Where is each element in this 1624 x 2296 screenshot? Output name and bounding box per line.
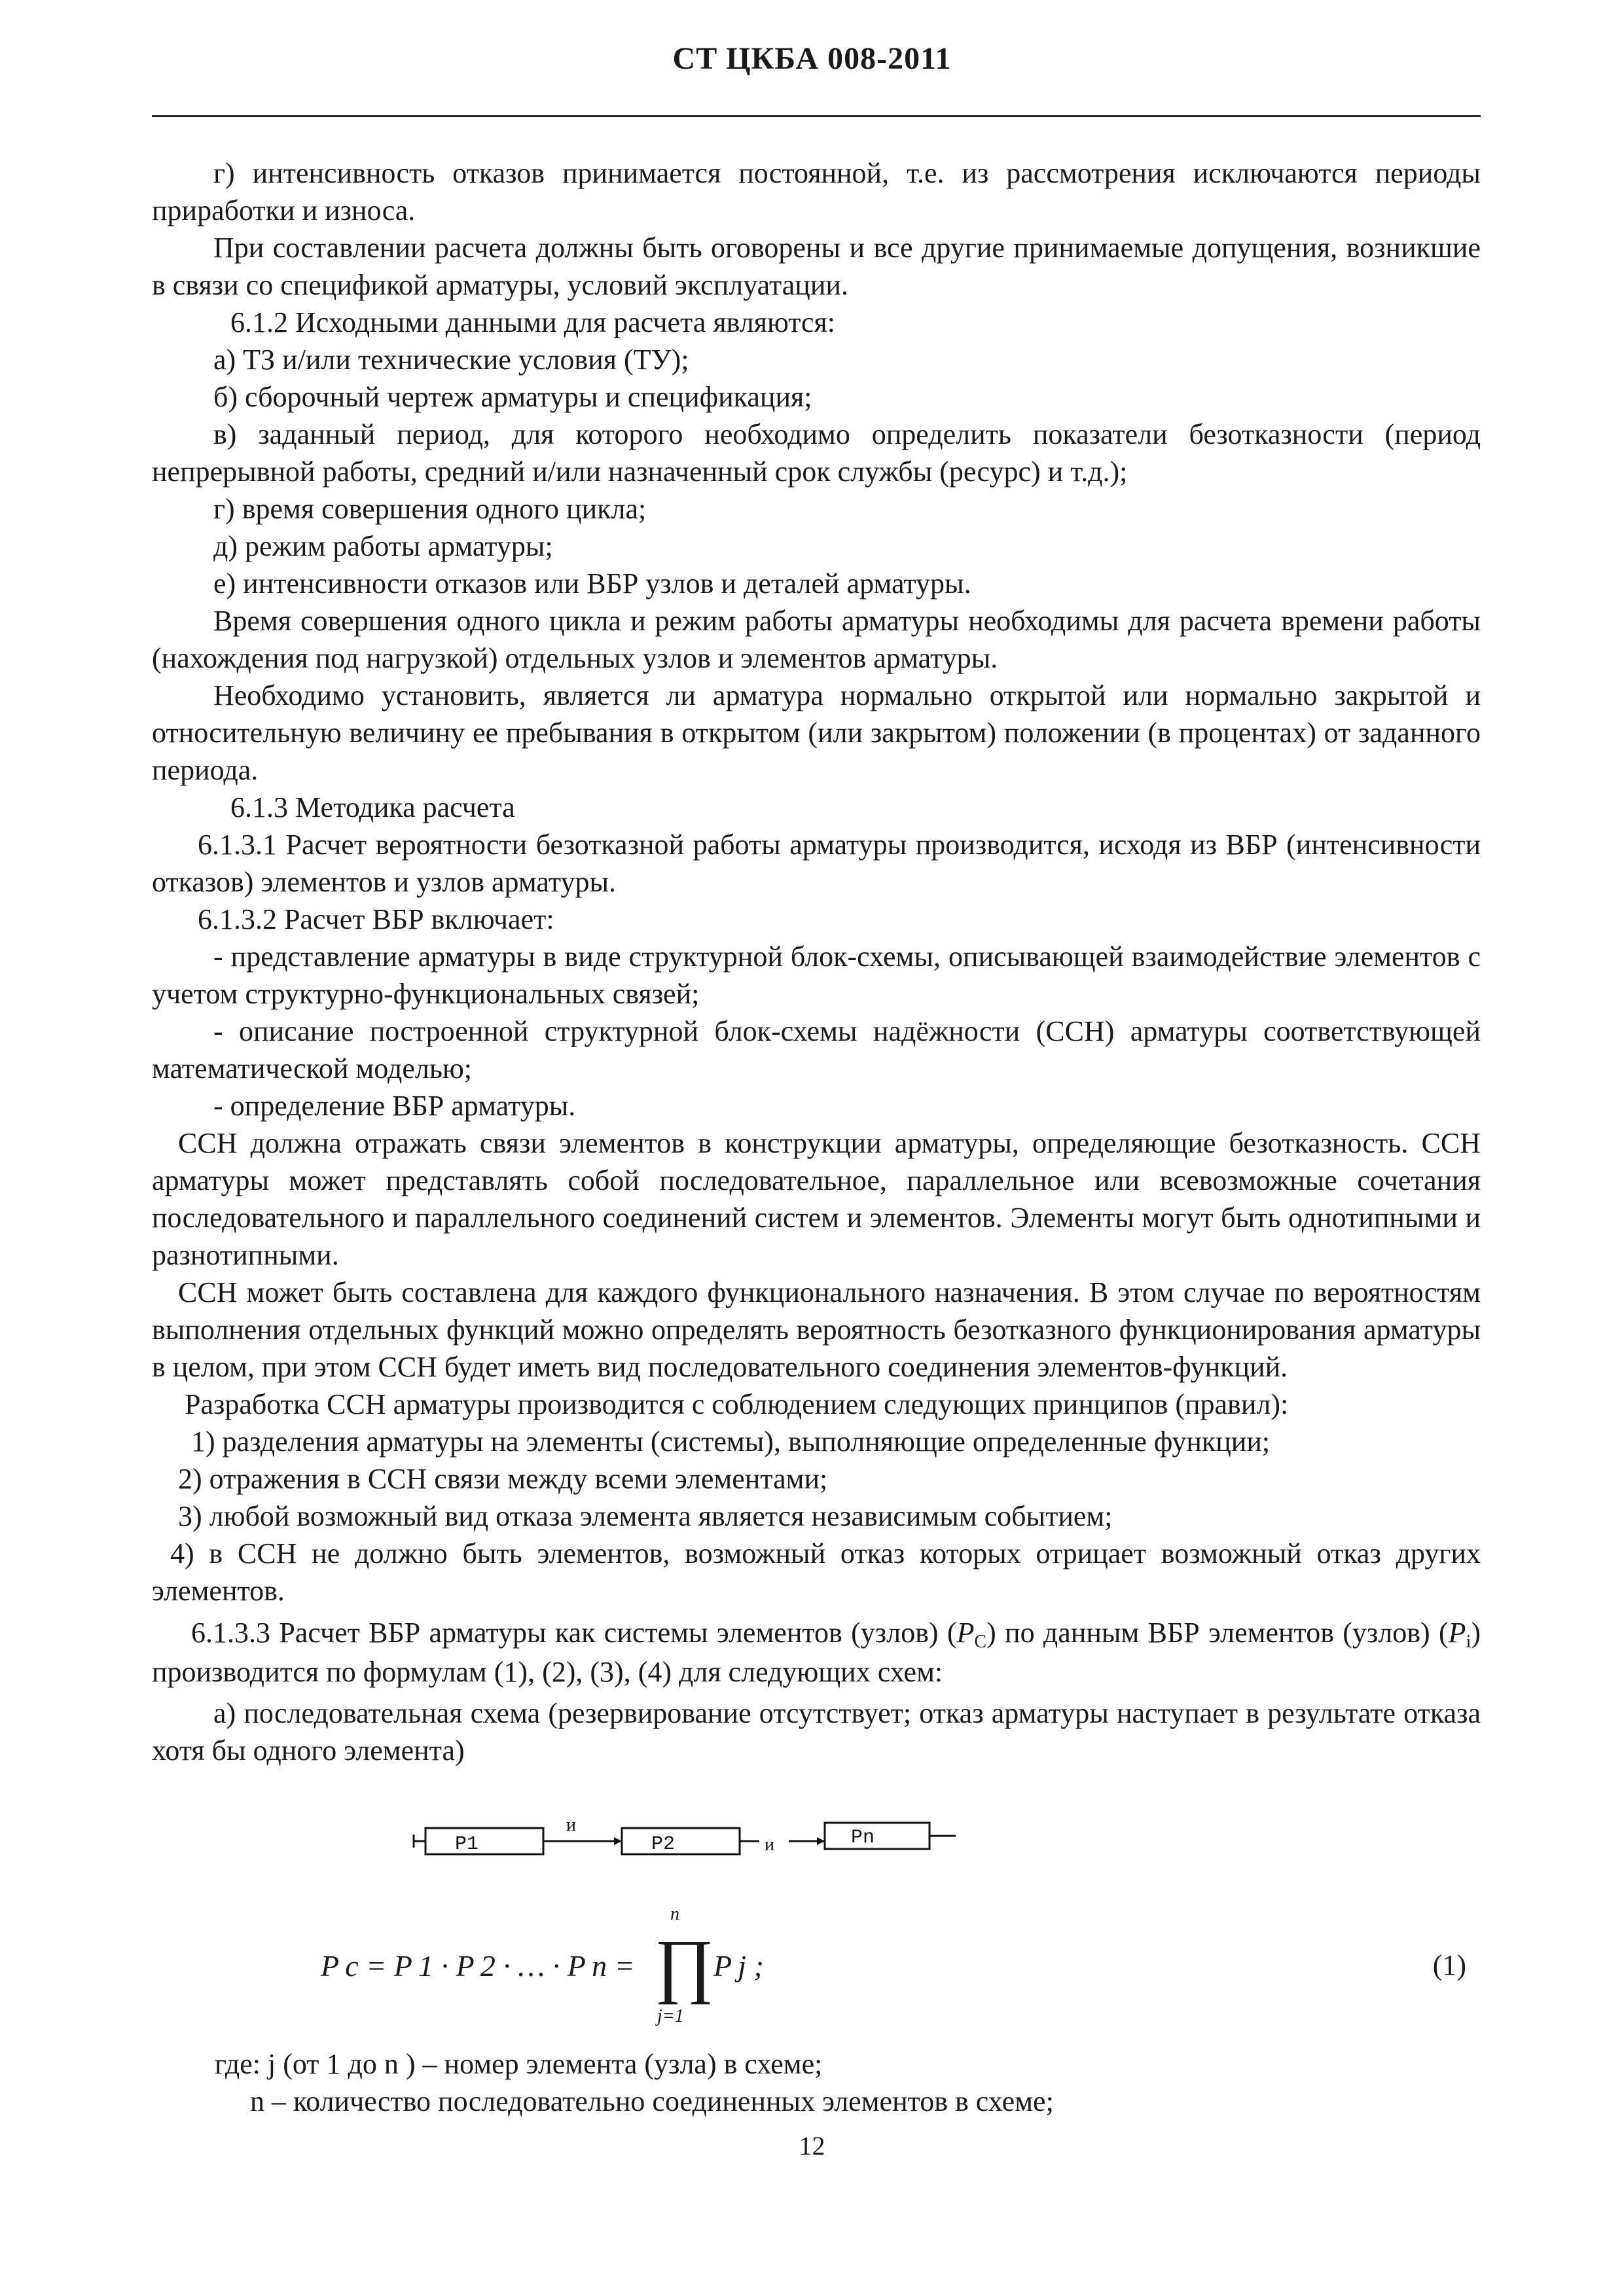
series-block-diagram [406,1797,995,1869]
list-item: 4) в ССН не должно быть элементов, возможный отказ которых отрицает возможный отказ других элементов. [152,1537,1481,1607]
formula-1 [321,1904,1466,2039]
paragraph: ССН может быть составлена для каждого функционального назначения. В этом случае по вероятностям выполнения отдельных функций можно определять вероятность безотказного функционирования арматуры в целом, при этом ССН будет иметь вид последовательного соединения элементов-функций. [152,1276,1481,1383]
list-item: д) режим работы арматуры; [213,530,553,562]
symbol-pi: P [1448,1617,1466,1649]
paragraph: г) интенсивность отказов принимается постоянной, т.е. из рассмотрения исключаются периоды приработки и износа. [152,157,1481,226]
paragraph-text: 6.1.3.3 Расчет ВБР арматуры как системы элементов (узлов) ( [191,1617,957,1649]
block-p2-label: P2 [651,1833,676,1856]
block-pn-label: Pn [851,1827,875,1849]
document-body [152,154,1481,1769]
header-rule [152,115,1481,117]
list-item: 1) разделения арматуры на элементы (системы), выполняющие определенные функции; [191,1426,1271,1458]
list-item: а) последовательная схема (резервирование отсутствует; отказ арматуры наступает в результате отказа хотя бы одного элемента) [152,1697,1481,1767]
formula-expression: P c = P 1 · P 2 · … · P n = [321,1949,635,1982]
block-p1-label: P1 [455,1833,479,1856]
paragraph: ССН должна отражать связи элементов в конструкции арматуры, определяющие безотказность. ССН арматуры может представлять собой последовательное, параллельное или всевозможные сочетания последовательного и параллельного соединений систем и элементов. Элементы могут быть однотипными и разнотипными. [152,1127,1481,1271]
where-line: где: j (от 1 до n ) – номер элемента (узла) в схеме; [215,2048,823,2080]
symbol-pi-subscript: i [1466,1632,1471,1652]
list-item: а) ТЗ и/или технические условия (ТУ); [213,344,689,376]
list-item: в) заданный период, для которого необходимо определить показатели безотказности (период непрерывной работы, средний и/или назначенный срок службы (ресурс) и т.д.); [152,418,1481,488]
list-item: г) время совершения одного цикла; [213,493,647,525]
list-item: 2) отражения в ССН связи между всеми элементами; [178,1463,828,1495]
list-item: 3) любой возможный вид отказа элемента является независимым событием; [178,1500,1113,1532]
paragraph: 6.1.2 Исходными данными для расчета являются: [230,306,836,338]
page-number: 12 [799,2131,825,2161]
arrow-2 [817,1837,825,1845]
paragraph: Разработка ССН арматуры производится с соблюдением следующих принципов (правил): [185,1388,1289,1420]
symbol-pc: P [956,1617,975,1649]
paragraph: 6.1.3.1 Расчет вероятности безотказной работы арматуры производится, исходя из ВБР (интенсивности отказов) элементов и узлов арматуры. [152,829,1481,898]
paragraph-text: ) по данным ВБР элементов (узлов) ( [986,1617,1449,1649]
list-item: - представление арматуры в виде структурной блок-схемы, описывающей взаимодействие элементов с учетом структурно-функциональных связей; [152,941,1481,1010]
paragraph: 6.1.3.2 Расчет ВБР включает: [198,903,554,935]
paragraph: Время совершения одного цикла и режим работы арматуры необходимы для расчета времени работы (нахождения под нагрузкой) отдельных узлов и элементов арматуры. [152,605,1481,674]
paragraph: Необходимо установить, является ли арматура нормально открытой или нормально закрытой и относительную величину ее пребывания в открытом (или закрытом) положении (в процентах) от заданного периода. [152,679,1481,786]
product-lower-limit: j=1 [657,2006,684,2026]
list-item: - описание построенной структурной блок-схемы надёжности (ССН) арматуры соответствующей математической моделью; [152,1015,1481,1085]
paragraph: При составлении расчета должны быть оговорены и все другие принимаемые допущения, возникшие в связи со спецификой арматуры, условий эксплуатации. [152,232,1481,301]
where-line: n – количество последовательно соединенных элементов в схеме; [250,2085,1054,2117]
list-item: е) интенсивности отказов или ВБР узлов и деталей арматуры. [213,567,971,600]
section-heading: 6.1.3 Методика расчета [230,791,515,823]
equation-number: (1) [1432,1949,1466,1981]
block-p1 [425,1828,543,1854]
product-term: P j ; [713,1949,764,1982]
connector-1-label: и [566,1815,576,1835]
symbol-pc-subscript: С [974,1632,987,1652]
list-item: - определение ВБР арматуры. [213,1090,576,1122]
arrow-1 [614,1837,622,1845]
connector-2-label: и [765,1835,774,1855]
block-pn [825,1823,929,1849]
product-symbol: ∏ [655,1925,714,2005]
block-p2 [622,1828,740,1854]
where-clause [152,2045,1481,2120]
paragraph-text: ) производится по формулам (1), (2), (3), (4) для следующих схем: [152,1617,1481,1688]
product-upper-limit: n [670,1904,679,1924]
paragraph [152,1613,1481,1692]
list-item: б) сборочный чертеж арматуры и спецификация; [213,381,812,413]
document-header: СТ ЦКБА 008-2011 [672,41,952,76]
